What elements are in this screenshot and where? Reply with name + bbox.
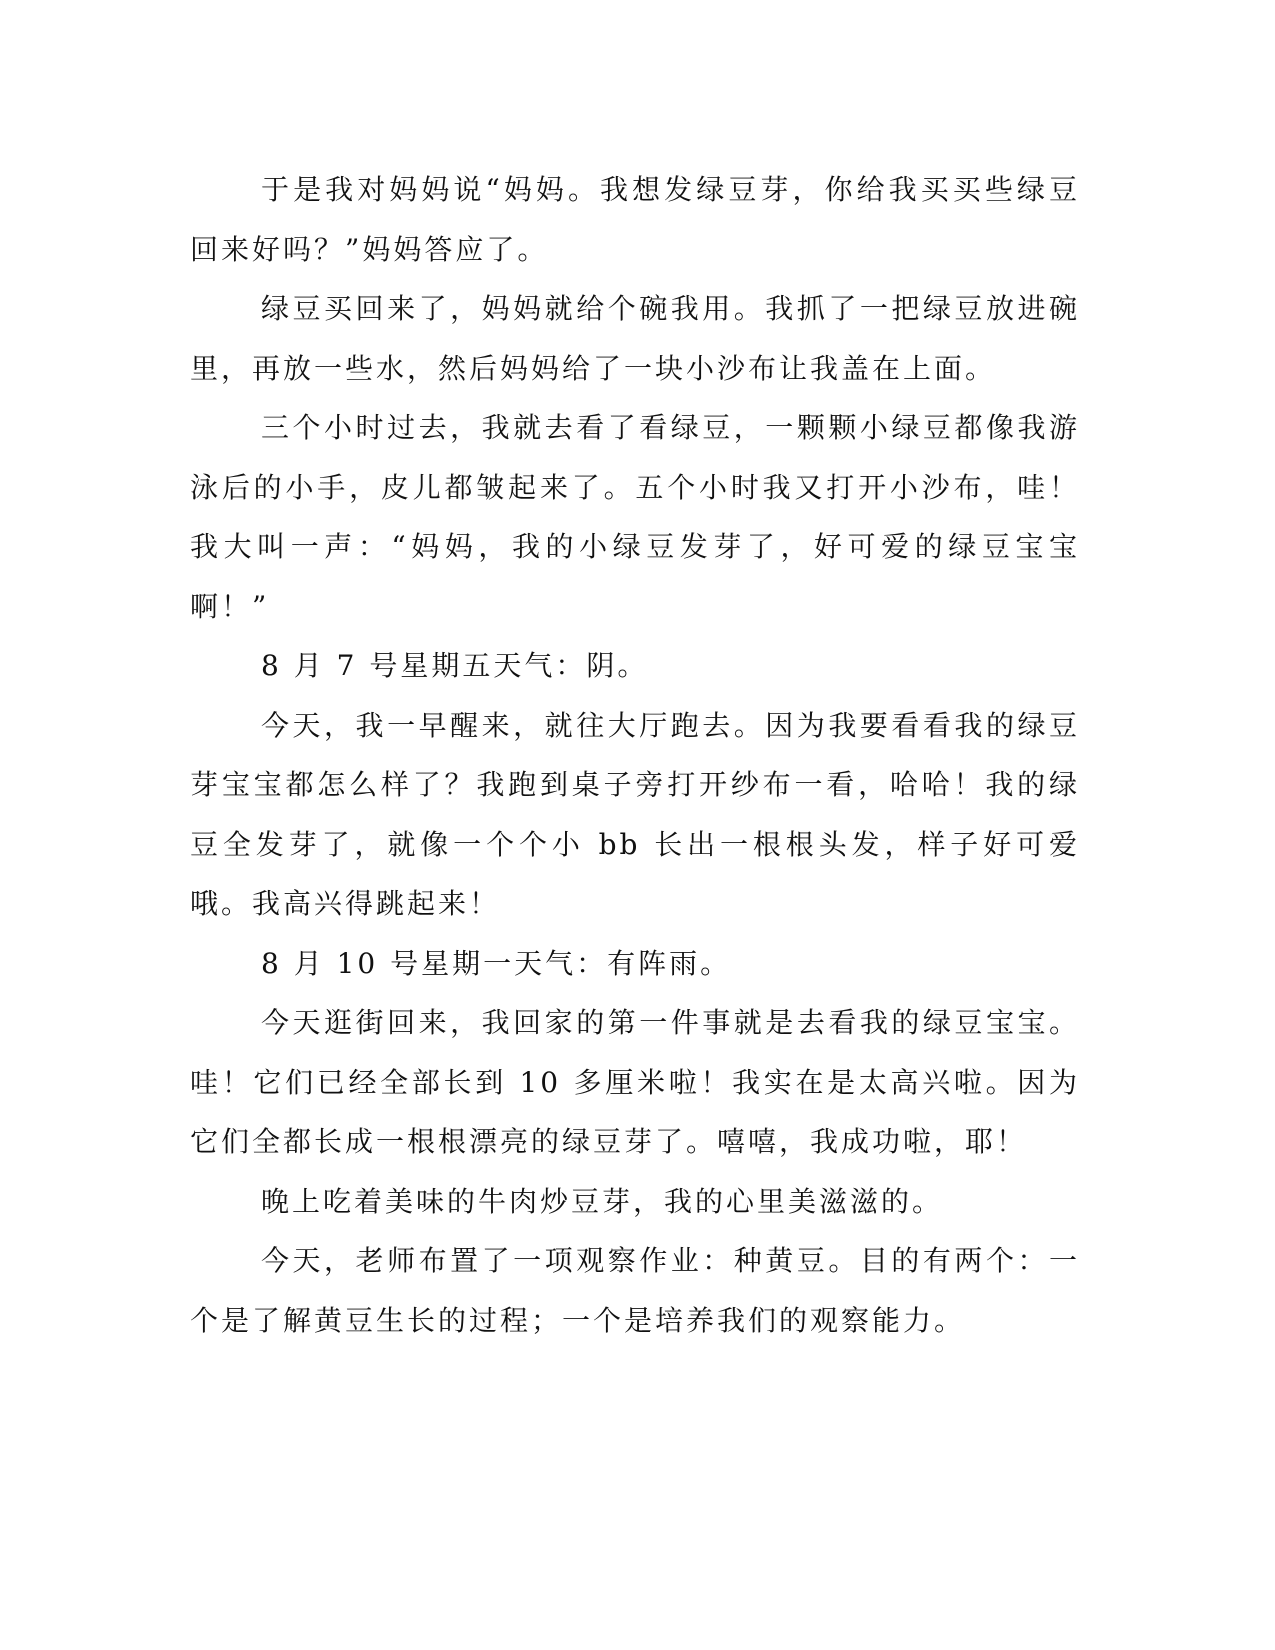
- paragraph: 今天逛街回来，我回家的第一件事就是去看我的绿豆宝宝。哇！它们已经全部长到 10 多厘米啦！我实在是太高兴啦。因为它们全都长成一根根漂亮的绿豆芽了。嘻嘻，我成功啦，耶！: [190, 1006, 1080, 1158]
- paragraph: 三个小时过去，我就去看了看绿豆，一颗颗小绿豆都像我游泳后的小手，皮儿都皱起来了。五个小时我又打开小沙布，哇！我大叫一声：“妈妈，我的小绿豆发芽了，好可爱的绿豆宝宝啊！”: [190, 411, 1080, 623]
- paragraph: 绿豆买回来了，妈妈就给个碗我用。我抓了一把绿豆放进碗里，再放一些水，然后妈妈给了一块小沙布让我盖在上面。: [190, 292, 1080, 385]
- paragraph: 晚上吃着美味的牛肉炒豆芽，我的心里美滋滋的。: [261, 1184, 944, 1218]
- date-weather-line: 8 月 7 号星期五天气：阴。: [261, 649, 649, 682]
- date-weather-line: 8 月 10 号星期一天气：有阵雨。: [261, 946, 732, 980]
- paragraph: 今天，我一早醒来，就往大厅跑去。因为我要看看我的绿豆芽宝宝都怎么样了？我跑到桌子旁打开纱布一看，哈哈！我的绿豆全发芽了，就像一个个小 bb 长出一根根头发，样子好可爱哦。我高兴得跳起来！: [190, 708, 1080, 920]
- paragraph: 今天，老师布置了一项观察作业：种黄豆。目的有两个：一个是了解黄豆生长的过程；一个是培养我们的观察能力。: [190, 1244, 1080, 1337]
- paragraph: 于是我对妈妈说“妈妈。我想发绿豆芽，你给我买买些绿豆回来好吗？”妈妈答应了。: [190, 173, 1080, 266]
- document-body: [190, 160, 1080, 1350]
